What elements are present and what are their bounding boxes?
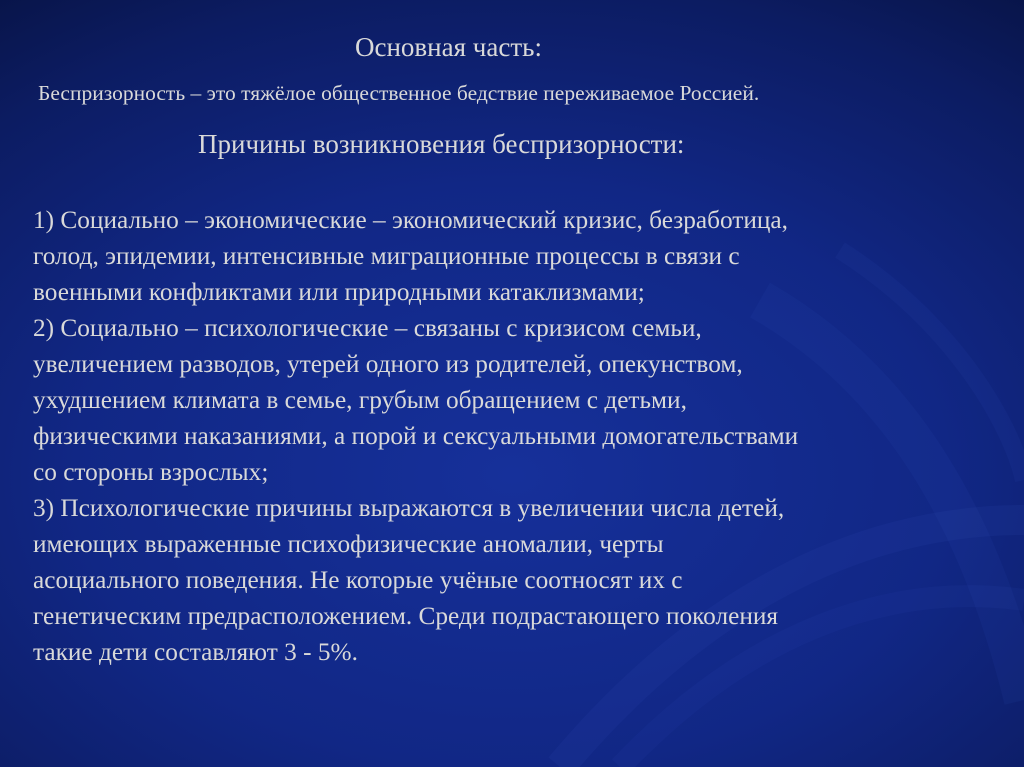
body-line: со стороны взрослых;: [33, 458, 269, 486]
body-line: увеличением разводов, утерей одного из родителей, опекунством,: [33, 350, 743, 378]
body-line: 3) Психологические причины выражаются в увеличении числа детей,: [33, 494, 785, 522]
body-line: голод, эпидемии, интенсивные миграционные процессы в связи с: [33, 242, 740, 270]
body-line: 1) Социально – экономические – экономический кризис, безработица,: [33, 206, 788, 234]
body-line: имеющих выраженные психофизические аномалии, черты: [33, 530, 664, 558]
causes-title: Причины возникновения беспризорности:: [198, 129, 685, 159]
body-line: физическими наказаниями, а порой и сексуальными домогательствами: [33, 422, 799, 450]
body-line: генетическим предрасположением. Среди подрастающего поколения: [33, 602, 779, 630]
body-line: 2) Социально – психологические – связаны с кризисом семьи,: [33, 314, 702, 342]
slide-heading: Основная часть:: [355, 32, 542, 62]
body-line: асоциального поведения. Не которые учёные соотносят их с: [33, 566, 683, 594]
body-line: такие дети составляют 3 - 5%.: [33, 638, 358, 666]
body-text: [33, 202, 1003, 670]
body-line: военными конфликтами или природными катаклизмами;: [33, 278, 645, 306]
body-line: ухудшением климата в семье, грубым обращением с детьми,: [33, 386, 687, 414]
slide-subtitle: Беспризорность – это тяжёлое общественное бедствие переживаемое Россией.: [38, 81, 760, 105]
